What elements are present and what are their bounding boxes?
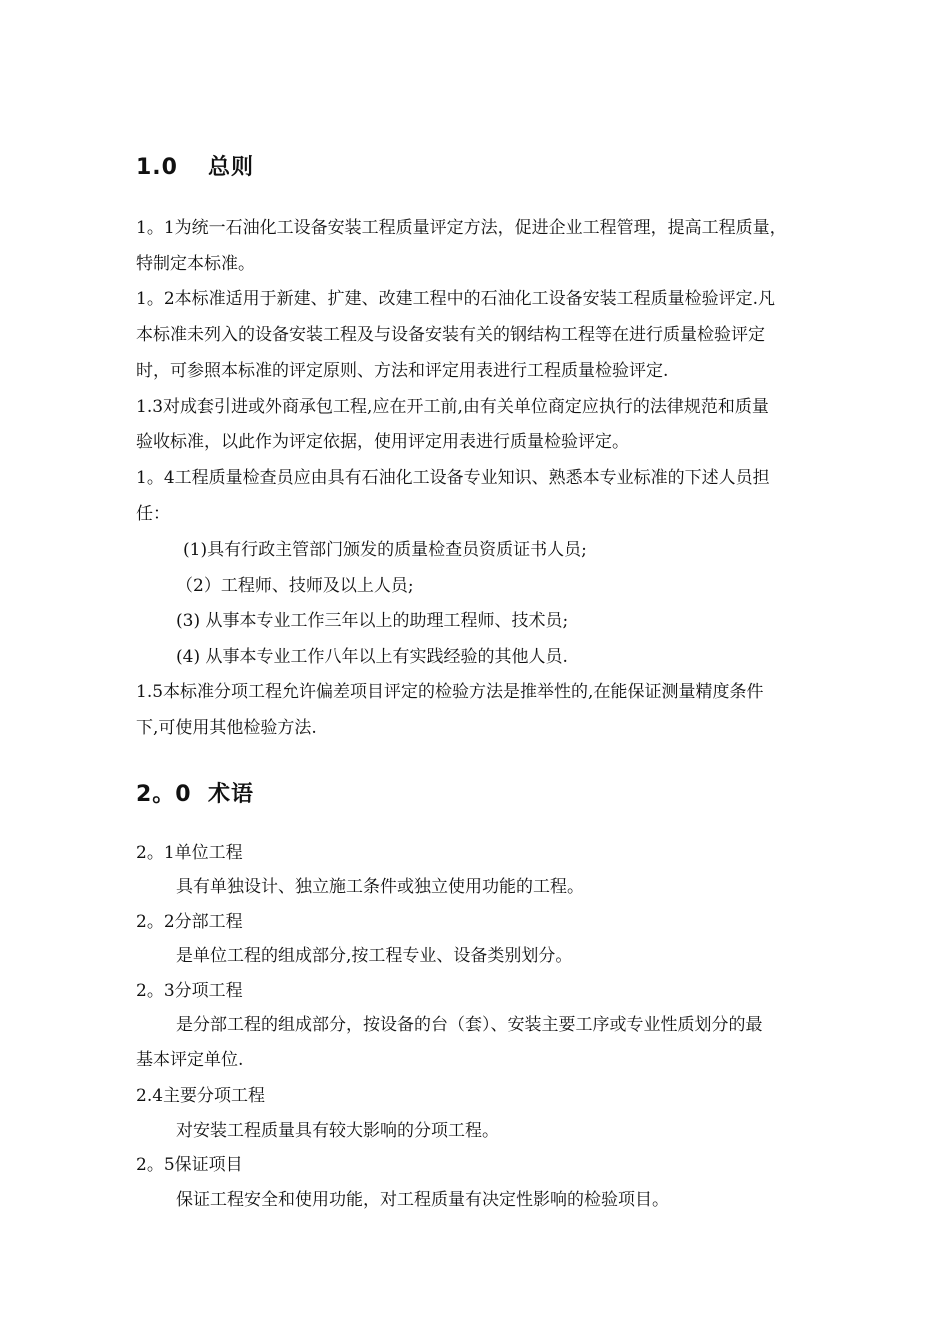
- paragraph-line: 1.3对成套引进或外商承包工程,应在开工前,由有关单位商定应执行的法律规范和质量: [136, 397, 769, 417]
- section-heading: [136, 777, 254, 808]
- term-definition: 基本评定单位.: [136, 1050, 244, 1070]
- term-heading: 2。5保证项目: [136, 1155, 243, 1175]
- term-definition: 具有单独设计、独立施工条件或独立使用功能的工程。: [176, 877, 584, 897]
- term-definition: 是分部工程的组成部分，按设备的台（套）、安装主要工序或专业性质划分的最: [176, 1015, 763, 1035]
- term-heading: 2。1单位工程: [136, 843, 243, 863]
- paragraph-line: 1.5本标准分项工程允许偏差项目评定的检验方法是推举性的,在能保证测量精度条件: [136, 682, 764, 702]
- paragraph-line: 任：: [136, 504, 170, 524]
- section-title: 总则: [208, 155, 255, 180]
- paragraph-line: 1。1为统一石油化工设备安装工程质量评定方法，促进企业工程管理，提高工程质量，: [136, 218, 787, 238]
- list-item: (1)具有行政主管部门颁发的质量检查员资质证书人员;: [183, 540, 587, 560]
- term-heading: 2。3分项工程: [136, 981, 243, 1001]
- term-heading: 2.4主要分项工程: [136, 1086, 266, 1106]
- paragraph-line: 特制定本标准。: [136, 254, 255, 274]
- term-definition: 保证工程安全和使用功能，对工程质量有决定性影响的检验项目。: [176, 1190, 669, 1210]
- section-number: 1.0: [136, 155, 178, 180]
- section-number: 2。0: [136, 782, 192, 807]
- paragraph-line: 1。4工程质量检查员应由具有石油化工设备专业知识、熟悉本专业标准的下述人员担: [136, 468, 770, 488]
- paragraph-line: 本标准未列入的设备安装工程及与设备安装有关的钢结构工程等在进行质量检验评定: [136, 325, 765, 345]
- paragraph-line: 1。2本标准适用于新建、扩建、改建工程中的石油化工设备安装工程质量检验评定.凡: [136, 289, 776, 309]
- term-definition: 是单位工程的组成部分,按工程专业、设备类别划分。: [176, 946, 573, 966]
- term-definition: 对安装工程质量具有较大影响的分项工程。: [176, 1121, 499, 1141]
- list-item: (4) 从事本专业工作八年以上有实践经验的其他人员.: [176, 647, 568, 667]
- paragraph-line: 时，可参照本标准的评定原则、方法和评定用表进行工程质量检验评定.: [136, 361, 669, 381]
- section-title: 术语: [208, 782, 255, 807]
- term-heading: 2。2分部工程: [136, 912, 243, 932]
- section-heading: [136, 150, 254, 181]
- list-item: （2）工程师、技师及以上人员;: [176, 576, 414, 596]
- paragraph-line: 下,可使用其他检验方法.: [136, 718, 317, 738]
- list-item: (3) 从事本专业工作三年以上的助理工程师、技术员;: [176, 611, 569, 631]
- paragraph-line: 验收标准，以此作为评定依据，使用评定用表进行质量检验评定。: [136, 432, 629, 452]
